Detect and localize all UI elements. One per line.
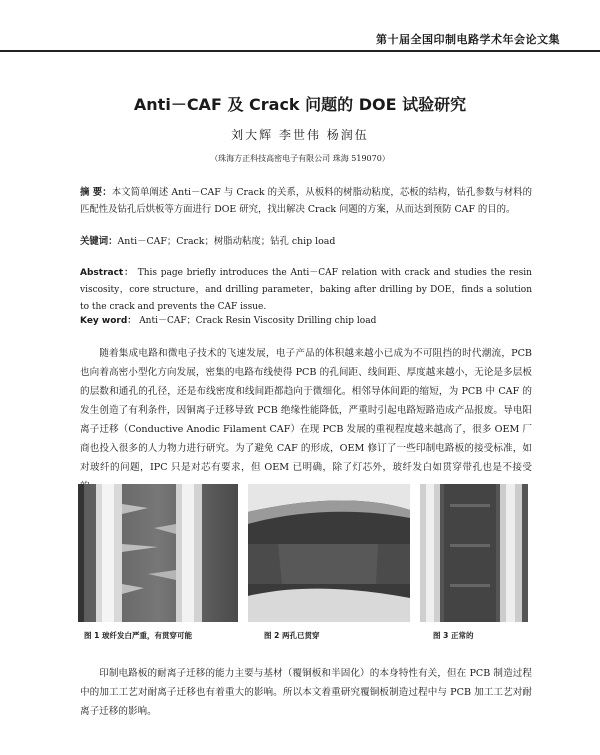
paper-authors: 刘大辉 李世伟 杨润伍 <box>231 128 369 142</box>
keywords-cn-label: 关键词： <box>80 236 118 247</box>
figure-2-caption: 图 2 两孔已贯穿 <box>264 631 320 640</box>
abstract-en-label: Abstract： <box>80 268 134 278</box>
abstract-cn <box>80 184 532 218</box>
body-paragraph-1: 随着集成电路和微电子技术的飞速发展，电子产品的体积越来越小已成为不可阻挡的时代潮流，PCB 也向着高密小型化方向发展，密集的电路布线使得 PCB 的孔间距、线间距、厚度越来越小，无论是多层板的层数和通孔的孔径，还是布线密度和线间距都趋向于微细化。相邻导体间距的缩短，为 PCB 中 CAF 的发生创造了有利条件，因铜离子迁移导致 PCB 绝缘性能降低，严重时引起电路短路造成产品报废。导电阳离子迁移（Conductive Anodic Filament CAF）在现 PCB 发展的重视程度越来越高了，很多 OEM 厂商也投入很多的人力物力进行研究。为了避免 CAF 的形成，OEM 修订了一些印制电路板的接受标准，如对玻纤的问题，IPC 只是对芯有要求，但 OEM 已明确，除了灯芯外，玻纤发白如贯穿带孔也是不接受 <box>80 348 532 473</box>
keywords-en-label: Key word： <box>80 316 137 326</box>
abstract-cn-text: 本文简单阐述 Anti－CAF 与 Crack 的关系，从板料的树脂动粘度，芯板的结构，钻孔参数与材料的匹配性及钻孔后烘板等方面进行 DOE 研究，找出解决 Crack 问题的方案，从而达到预防 CAF 的目的。 <box>80 187 533 215</box>
abstract-en-text: This page briefly introduces the Anti－CAF relation with crack and studies the resin viscosity，core structure，and drilling parameter，baking after drilling by DOE，finds a solution to the crack and prevents the CAF issue. <box>80 268 532 312</box>
figure-3-image <box>420 484 528 622</box>
keywords-en <box>80 313 532 330</box>
header-rule <box>0 50 600 52</box>
proceedings-title: 第十届全国印制电路学术年会论文集 <box>376 33 560 46</box>
figure-3-caption: 图 3 正常的 <box>433 631 474 640</box>
figure-1-caption: 图 1 玻纤发白严重，有贯穿可能 <box>84 631 192 640</box>
keywords-cn <box>80 233 532 250</box>
paper-title: Anti－CAF 及 Crack 问题的 DOE 试验研究 <box>133 95 467 114</box>
keywords-cn-text: Anti－CAF；Crack；树脂动粘度；钻孔 chip load <box>117 236 336 247</box>
abstract-cn-label: 摘 要： <box>80 187 112 198</box>
figure-1-image <box>78 484 238 622</box>
figure-2-image <box>248 484 410 622</box>
body-paragraph-2: 印制电路板的耐离子迁移的能力主要与基材（覆铜板和半固化）的本身特性有关，但在 PCB 制造过程中的加工工艺对耐离子迁移也有着重大的影响。所以本文着重研究覆铜板制造过程中与 PCB 加工工艺对耐离子迁移的影响。 <box>80 668 532 717</box>
abstract-en <box>80 265 532 316</box>
keywords-en-text: Anti－CAF；Crack Resin Viscosity Drilling chip load <box>139 316 377 326</box>
paper-affiliation: （珠海方正科技高密电子有限公司 珠海 519070） <box>210 154 390 163</box>
